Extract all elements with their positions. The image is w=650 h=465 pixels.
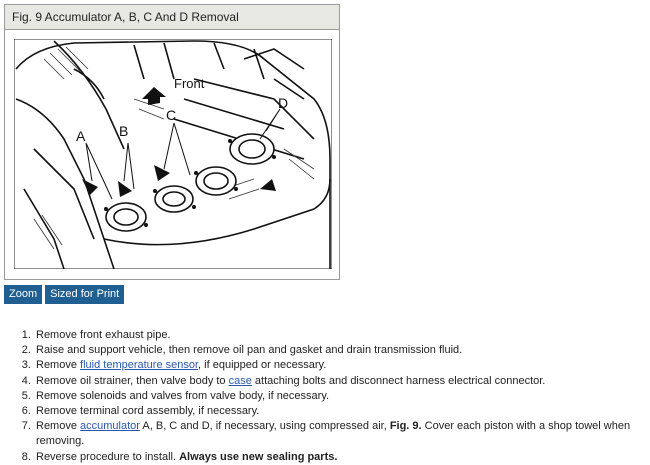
label-a: A (76, 128, 86, 144)
step-3: 3. Remove fluid temperature sensor, if equipped or necessary. (34, 358, 650, 373)
case-link[interactable]: case (228, 374, 252, 387)
step-8: 8. Reverse procedure to install. Always use new sealing parts. (34, 450, 650, 465)
step-7: 7. Remove accumulator A, B, C and D, if necessary, using compressed air, Fig. 9. Cover each piston with a shop towel when removing. (34, 419, 650, 449)
figure-button-row (4, 285, 124, 304)
zoom-button[interactable]: Zoom (4, 285, 42, 304)
step-6: 6. Remove terminal cord assembly, if necessary. (34, 404, 650, 419)
step-1: 1. Remove front exhaust pipe. (34, 328, 650, 343)
label-b: B (119, 123, 129, 139)
step-2: 2. Raise and support vehicle, then remove oil pan and gasket and drain transmission fluid. (34, 343, 650, 358)
fluid-temperature-sensor-link[interactable]: fluid temperature sensor (80, 359, 199, 372)
accumulator-diagram (14, 39, 332, 269)
procedure-steps (0, 328, 650, 465)
sized-for-print-button[interactable]: Sized for Print (45, 285, 124, 304)
label-c: C (166, 107, 177, 123)
figure-reference: Fig. 9. (389, 420, 422, 433)
step-5: 5. Remove solenoids and valves from valve body, if necessary. (34, 389, 650, 404)
figure-panel (4, 4, 340, 280)
step-4: 4. Remove oil strainer, then valve body to case attaching bolts and disconnect harness electrical connector. (34, 374, 650, 389)
sealing-parts-warning: Always use new sealing parts. (179, 450, 338, 463)
front-label: Front (174, 76, 205, 91)
label-d: D (278, 95, 289, 111)
accumulator-link[interactable]: accumulator (80, 420, 140, 433)
figure-title: Fig. 9 Accumulator A, B, C And D Removal (5, 5, 339, 30)
